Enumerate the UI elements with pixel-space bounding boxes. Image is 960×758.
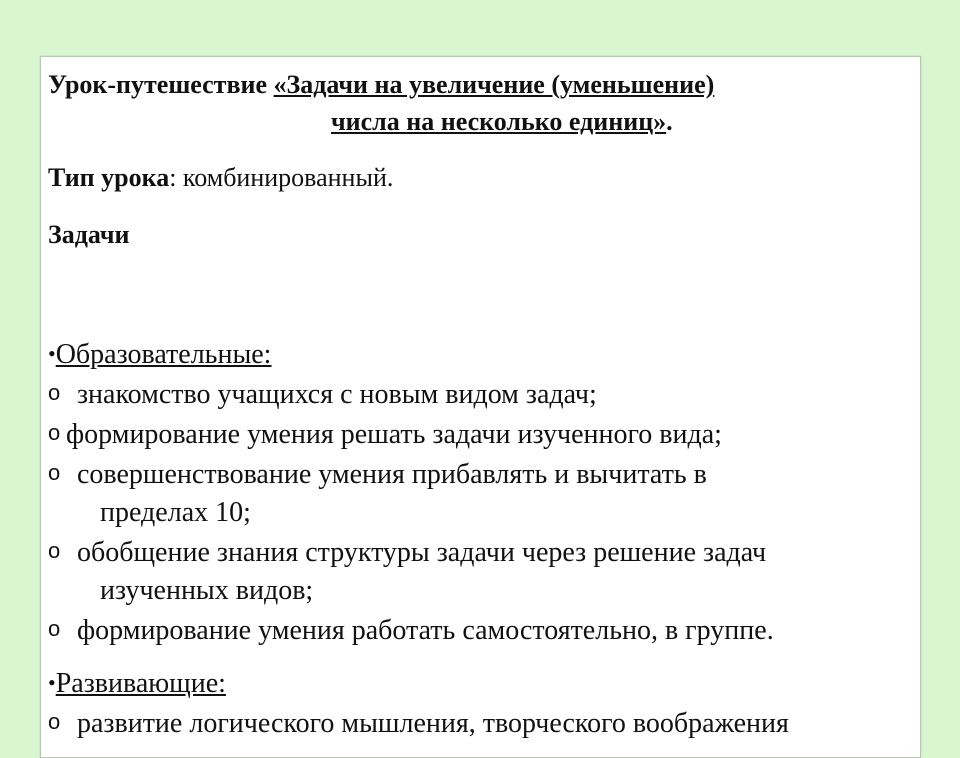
circle-bullet-icon: o [48, 616, 61, 641]
section-developmental [48, 664, 928, 703]
bullet-icon: • [48, 341, 56, 366]
circle-bullet-icon: o [48, 538, 61, 563]
circle-bullet-icon: o [48, 420, 61, 445]
list-item-continuation: пределах 10; [100, 497, 251, 528]
list-item-text: развитие логического мышления, творческого воображения [70, 708, 789, 739]
section-heading: Развивающие: [55, 668, 226, 699]
list-item [48, 703, 928, 743]
title-end: . [666, 107, 673, 136]
list-item-text: знакомство учащихся с новым видом задач; [70, 379, 597, 410]
list-item-continuation: изученных видов; [100, 575, 314, 606]
lesson-type [48, 163, 393, 193]
lesson-type-label: Тип урока [48, 163, 170, 192]
list-item-text: совершенствование умения прибавлять и вычитать в [70, 459, 707, 490]
tasks-heading: Задачи [48, 220, 130, 249]
section-educational [48, 335, 928, 374]
title-prefix: Урок-путешествие [48, 70, 274, 99]
list-item [48, 454, 928, 532]
list-item-text: формирование умения работать самостоятельно, в группе. [70, 615, 774, 646]
section-gap [48, 650, 928, 664]
section-heading: Образовательные: [55, 339, 272, 370]
list-item [48, 414, 928, 454]
title-topic-line2: числа на несколько единиц» [331, 107, 667, 136]
list-item-text: формирование умения решать задачи изученного вида; [66, 419, 722, 450]
task-sections [48, 335, 928, 743]
circle-bullet-icon: o [48, 709, 61, 734]
circle-bullet-icon: o [48, 380, 61, 405]
list-item-text: обобщение знания структуры задачи через решение задач [70, 537, 767, 568]
list-item [48, 532, 928, 610]
lesson-title [48, 66, 918, 140]
list-item [48, 610, 928, 650]
lesson-type-value: : комбинированный. [169, 163, 394, 192]
bullet-icon: • [48, 670, 56, 695]
circle-bullet-icon: o [48, 460, 61, 485]
title-topic-line1: «Задачи на увеличение (уменьшение) [273, 70, 715, 99]
list-item [48, 374, 928, 414]
